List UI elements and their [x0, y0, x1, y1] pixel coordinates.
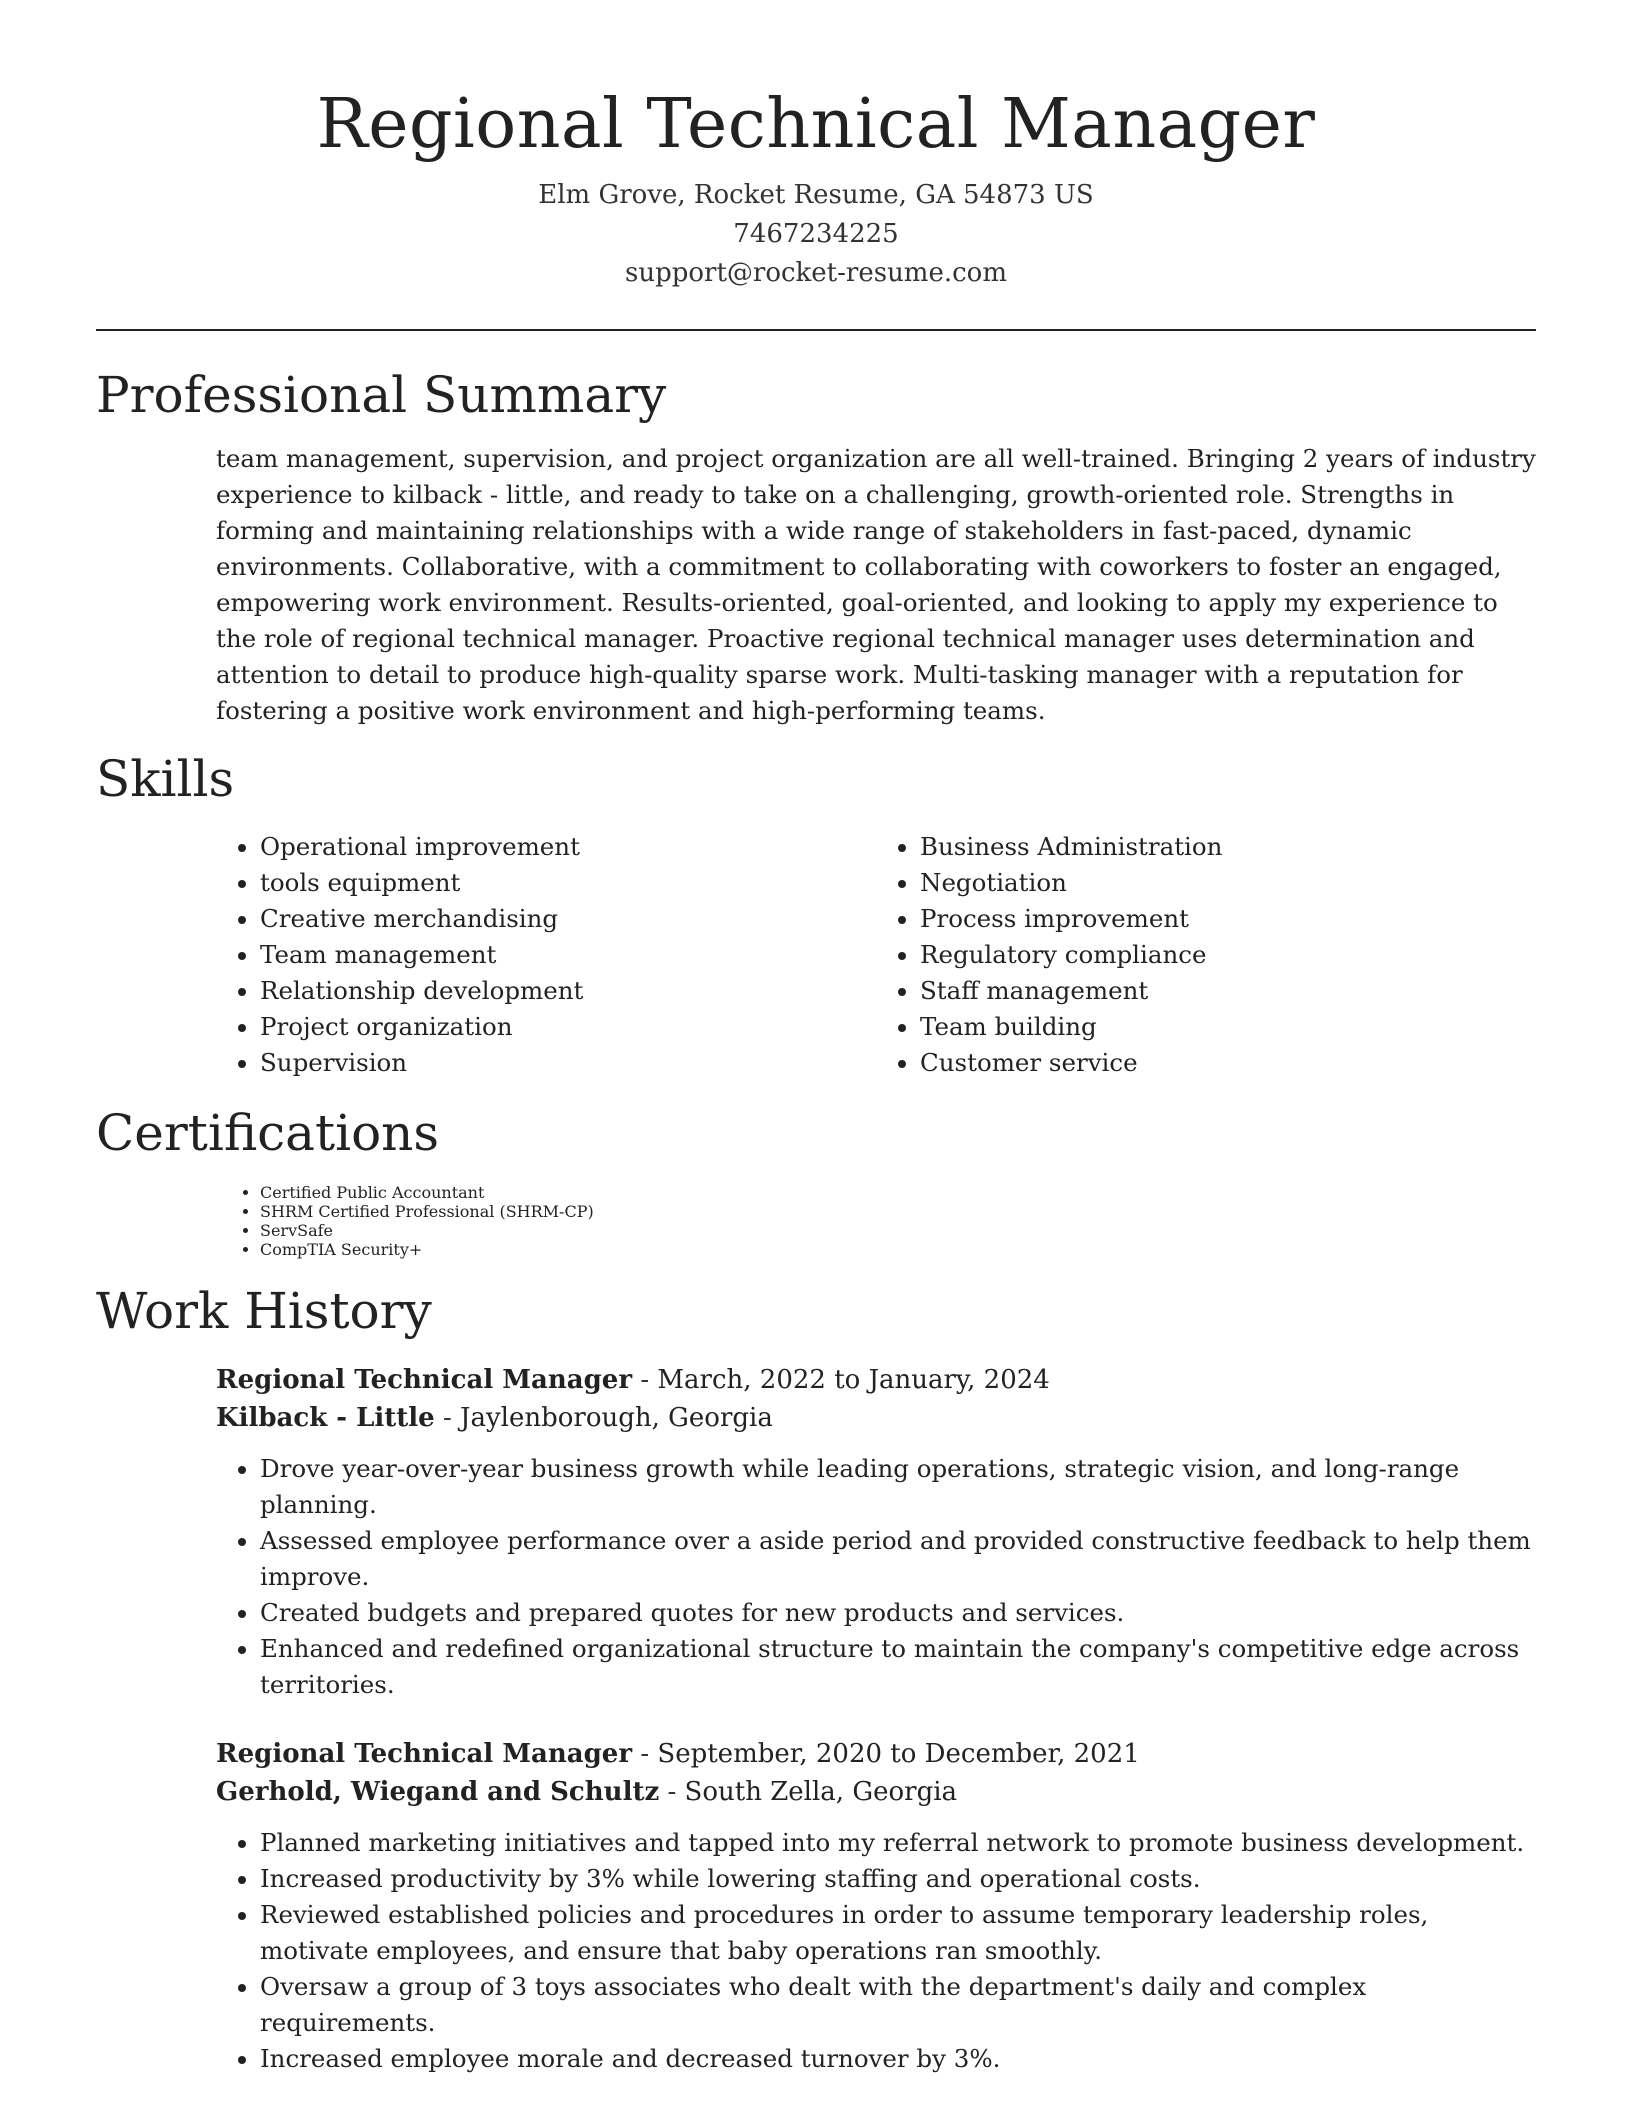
skills-heading: Skills: [96, 750, 235, 808]
contact-email: support@rocket-resume.com: [624, 258, 1007, 288]
candidate-name: Regional Technical Manager: [316, 85, 1316, 164]
job-location: Jaylenborough, Georgia: [460, 1403, 773, 1433]
resume-header: [96, 0, 1536, 293]
job-company: Kilback - Little: [216, 1403, 435, 1433]
job-company: Gerhold, Wiegand and Schultz: [216, 1777, 660, 1807]
job-separator: -: [442, 1403, 452, 1433]
job-separator: -: [640, 1739, 650, 1769]
skills-column-left: [216, 829, 876, 1081]
job-separator: -: [667, 1777, 677, 1807]
certification-item: • SHRM Certified Professional (SHRM-CP): [260, 1202, 1536, 1221]
job-bullet: • Increased productivity by 3% while lowering staffing and operational costs.: [260, 1861, 1536, 1897]
job-company-line: [216, 1773, 1536, 1811]
certification-item: • CompTIA Security+: [260, 1240, 1536, 1259]
skills-section: [96, 749, 1536, 1081]
skill-item: • Team building: [920, 1009, 1536, 1045]
job-location: South Zella, Georgia: [684, 1777, 958, 1807]
skill-item: • Team management: [260, 937, 876, 973]
contact-info: [96, 176, 1536, 293]
certification-item: • Certified Public Accountant: [260, 1183, 1536, 1202]
job-title: Regional Technical Manager: [216, 1365, 633, 1395]
job-separator: -: [640, 1365, 650, 1395]
job-entry: [216, 1735, 1536, 2077]
skill-item: • Supervision: [260, 1045, 876, 1081]
skill-item: • Relationship development: [260, 973, 876, 1009]
skill-item: • Process improvement: [920, 901, 1536, 937]
resume-page: [96, 0, 1536, 2077]
job-title: Regional Technical Manager: [216, 1739, 633, 1769]
skill-item: • Business Administration: [920, 829, 1536, 865]
contact-phone: 7467234225: [733, 219, 899, 249]
skills-grid: [216, 829, 1536, 1081]
job-bullets: [216, 1451, 1536, 1703]
skill-item: • Negotiation: [920, 865, 1536, 901]
certifications-heading: Certifications: [96, 1104, 440, 1162]
summary-section: [96, 365, 1536, 729]
skill-item: • Project organization: [260, 1009, 876, 1045]
job-title-line: [216, 1361, 1536, 1399]
job-bullet: • Drove year-over-year business growth while leading operations, strategic vision, and long-range planning.: [260, 1451, 1536, 1523]
skills-column-right: [876, 829, 1536, 1081]
skill-item: • Regulatory compliance: [920, 937, 1536, 973]
job-bullet: • Oversaw a group of 3 toys associates who dealt with the department's daily and complex requirements.: [260, 1969, 1536, 2041]
certifications-section: [96, 1103, 1536, 1259]
summary-heading: Professional Summary: [96, 366, 667, 424]
job-dates: September, 2020 to December, 2021: [657, 1739, 1140, 1769]
job-bullet: • Planned marketing initiatives and tapped into my referral network to promote business development.: [260, 1825, 1536, 1861]
job-dates: March, 2022 to January, 2024: [657, 1365, 1050, 1395]
work-history-heading: Work History: [96, 1282, 432, 1340]
job-bullet: • Enhanced and redefined organizational structure to maintain the company's competitive edge across territories.: [260, 1631, 1536, 1703]
job-title-line: [216, 1735, 1536, 1773]
job-bullets: [216, 1825, 1536, 2077]
header-divider: [96, 329, 1536, 331]
contact-address: Elm Grove, Rocket Resume, GA 54873 US: [538, 180, 1094, 210]
skill-item: • tools equipment: [260, 865, 876, 901]
job-bullet: • Assessed employee performance over a aside period and provided constructive feedback to help them improve.: [260, 1523, 1536, 1595]
skill-item: • Creative merchandising: [260, 901, 876, 937]
work-history-section: [96, 1281, 1536, 2077]
skill-item: • Operational improvement: [260, 829, 876, 865]
summary-text: team management, supervision, and project organization are all well-trained. Bringing 2 years of industry experience to kilback - little, and ready to take on a challenging, growth-oriented role. Strengths in forming and maintaining relationships with a wide range of stakeholders in fast-paced, dynamic environments. Collaborative, with a commitment to collaborating with coworkers to foster an engaged, empowering work environment. Results-oriented, goal-oriented, and looking to apply my experience to the role of regional technical manager. Proactive regional technical manager uses determination and attention to detail to produce high-quality sparse work. Multi-tasking manager with a reputation for fostering a positive work environment and high-performing teams.: [216, 444, 1536, 725]
skill-item: • Customer service: [920, 1045, 1536, 1081]
job-bullet: • Increased employee morale and decreased turnover by 3%.: [260, 2041, 1536, 2077]
job-company-line: [216, 1399, 1536, 1437]
job-bullet: • Created budgets and prepared quotes for new products and services.: [260, 1595, 1536, 1631]
job-bullet: • Reviewed established policies and procedures in order to assume temporary leadership roles, motivate employees, and ensure that baby operations ran smoothly.: [260, 1897, 1536, 1969]
certifications-list: [216, 1183, 1536, 1259]
job-entry: [216, 1361, 1536, 1703]
certification-item: • ServSafe: [260, 1221, 1536, 1240]
skill-item: • Staff management: [920, 973, 1536, 1009]
